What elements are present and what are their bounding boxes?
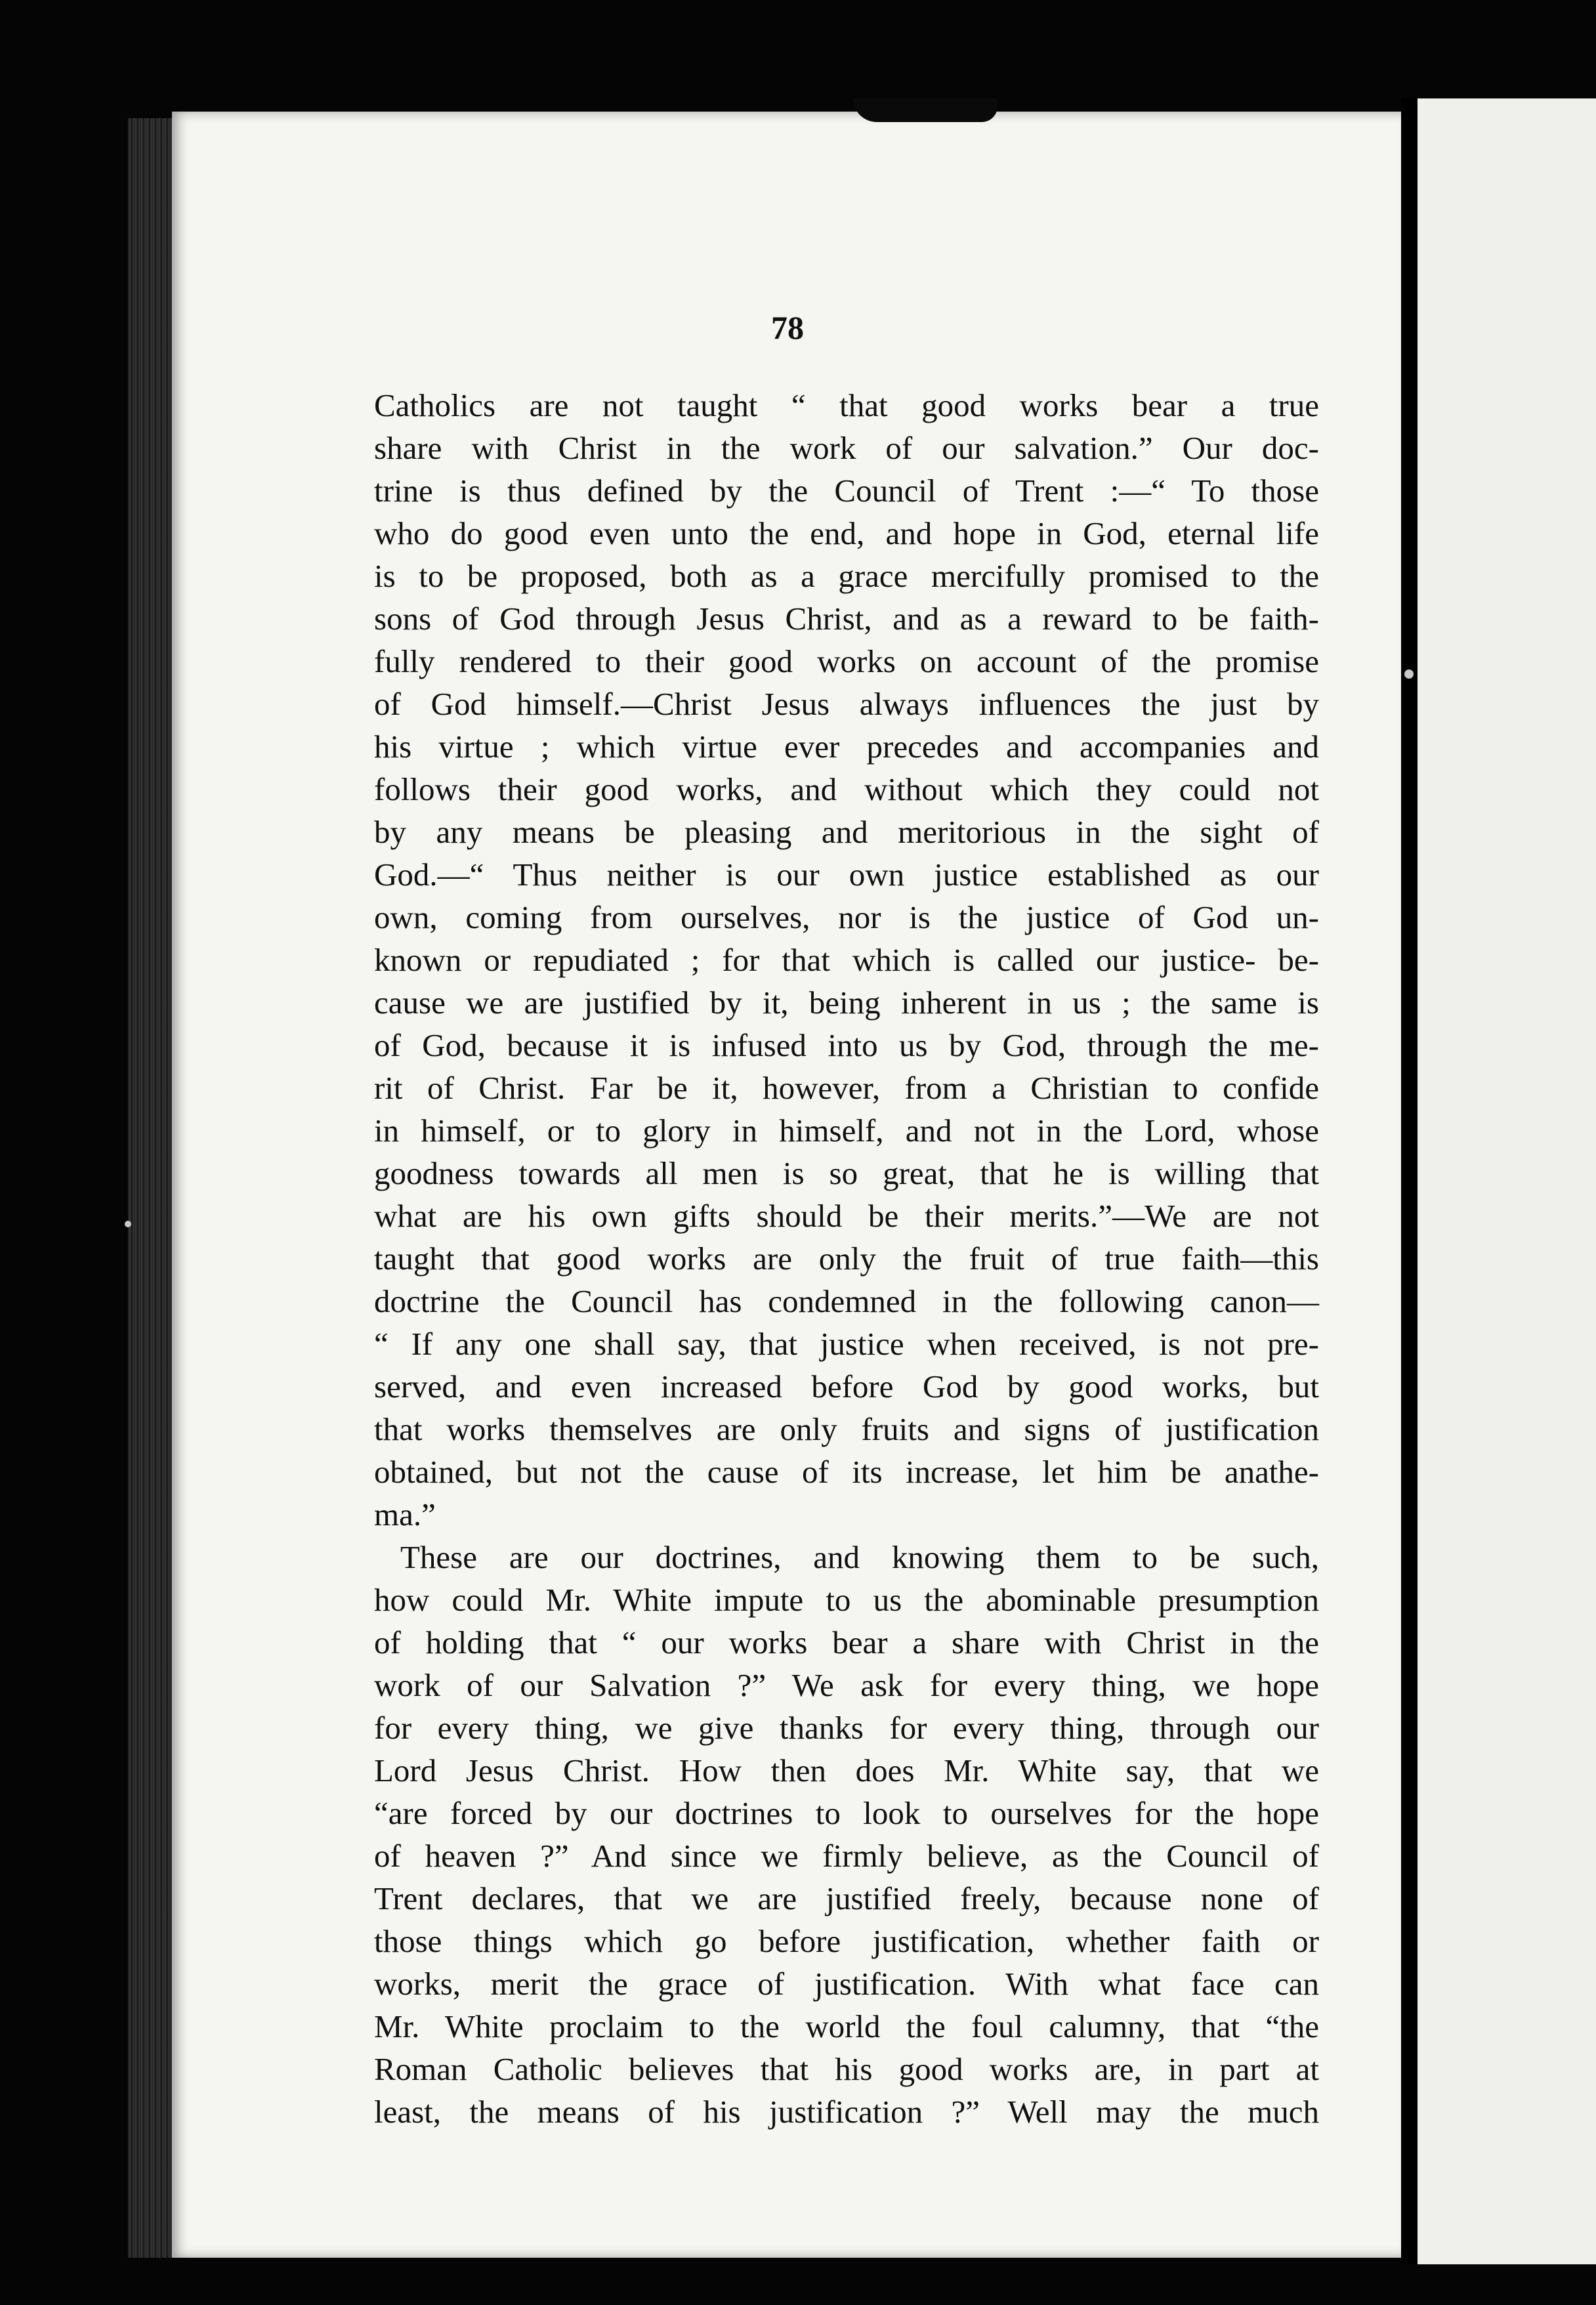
text-line: least, the means of his justification ?” Well may the much	[374, 2094, 1319, 2130]
text-line: how could Mr. White impute to us the abominable presumption	[374, 1582, 1319, 1618]
text-line: that works themselves are only fruits and signs of justification	[374, 1411, 1319, 1447]
text-line: work of our Salvation ?” We ask for every thing, we hope	[374, 1667, 1319, 1703]
text-line: sons of God through Jesus Christ, and as a reward to be faith-	[374, 601, 1319, 637]
text-line: in himself, or to glory in himself, and not in the Lord, whose	[374, 1112, 1319, 1149]
text-line: of God, because it is infused into us by God, through the me-	[374, 1027, 1319, 1063]
text-line: of God himself.—Christ Jesus always influences the just by	[374, 686, 1319, 722]
text-line: known or repudiated ; for that which is called our justice- be-	[374, 942, 1319, 978]
text-line: Lord Jesus Christ. How then does Mr. White say, that we	[374, 1752, 1319, 1788]
text-line: These are our doctrines, and knowing them to be such,	[400, 1539, 1319, 1575]
text-line: Trent declares, that we are justified freely, because none of	[374, 1880, 1319, 1916]
text-line: own, coming from ourselves, nor is the justice of God un-	[374, 899, 1319, 935]
paper-speck	[125, 1221, 131, 1227]
text-line: works, merit the grace of justification. With what face can	[374, 1966, 1319, 2002]
text-line: doctrine the Council has condemned in the following canon—	[374, 1283, 1319, 1319]
text-line: fully rendered to their good works on account of the promise	[374, 643, 1319, 679]
text-line: obtained, but not the cause of its increase, let him be anathe-	[374, 1454, 1319, 1490]
paper-speck	[1404, 669, 1414, 679]
text-line: trine is thus defined by the Council of Trent :—“ To those	[374, 473, 1319, 509]
text-line: his virtue ; which virtue ever precedes and accompanies and	[374, 729, 1319, 765]
text-line: of heaven ?” And since we firmly believe, as the Council of	[374, 1838, 1319, 1874]
text-line: of holding that “ our works bear a share with Christ in the	[374, 1624, 1319, 1660]
text-line: Catholics are not taught “ that good works bear a true	[374, 387, 1319, 423]
page-number: 78	[771, 309, 804, 346]
text-line: goodness towards all men is so great, that he is willing that	[374, 1155, 1319, 1191]
text-line: what are his own gifts should be their merits.”—We are not	[374, 1198, 1319, 1234]
text-line: follows their good works, and without which they could not	[374, 771, 1319, 807]
text-line: Mr. White proclaim to the world the foul calumny, that “the	[374, 2008, 1319, 2044]
text-line: God.—“ Thus neither is our own justice established as our	[374, 856, 1319, 893]
text-line: cause we are justified by it, being inherent in us ; the same is	[374, 984, 1319, 1021]
text-line: those things which go before justification, whether faith or	[374, 1923, 1319, 1959]
torn-edge	[853, 98, 998, 122]
text-line: by any means be pleasing and meritorious in the sight of	[374, 814, 1319, 850]
text-line: “ If any one shall say, that justice when received, is not pre-	[374, 1326, 1319, 1362]
text-line: ma.”	[374, 1496, 436, 1533]
right-page-edge	[1418, 98, 1596, 2264]
text-line: taught that good works are only the fruit of true faith—this	[374, 1240, 1319, 1277]
text-line: “are forced by our doctrines to look to ourselves for the hope	[374, 1795, 1319, 1831]
text-line: served, and even increased before God by good works, but	[374, 1368, 1319, 1405]
text-line: rit of Christ. Far be it, however, from a Christian to confide	[374, 1070, 1319, 1106]
text-line: for every thing, we give thanks for every thing, through our	[374, 1710, 1319, 1746]
text-line: who do good even unto the end, and hope in God, eternal life	[374, 515, 1319, 551]
body-text	[374, 384, 1319, 2133]
text-line: share with Christ in the work of our salvation.” Our doc-	[374, 430, 1319, 466]
text-line: is to be proposed, both as a grace mercifully promised to the	[374, 558, 1319, 594]
text-line: Roman Catholic believes that his good works are, in part at	[374, 2051, 1319, 2087]
